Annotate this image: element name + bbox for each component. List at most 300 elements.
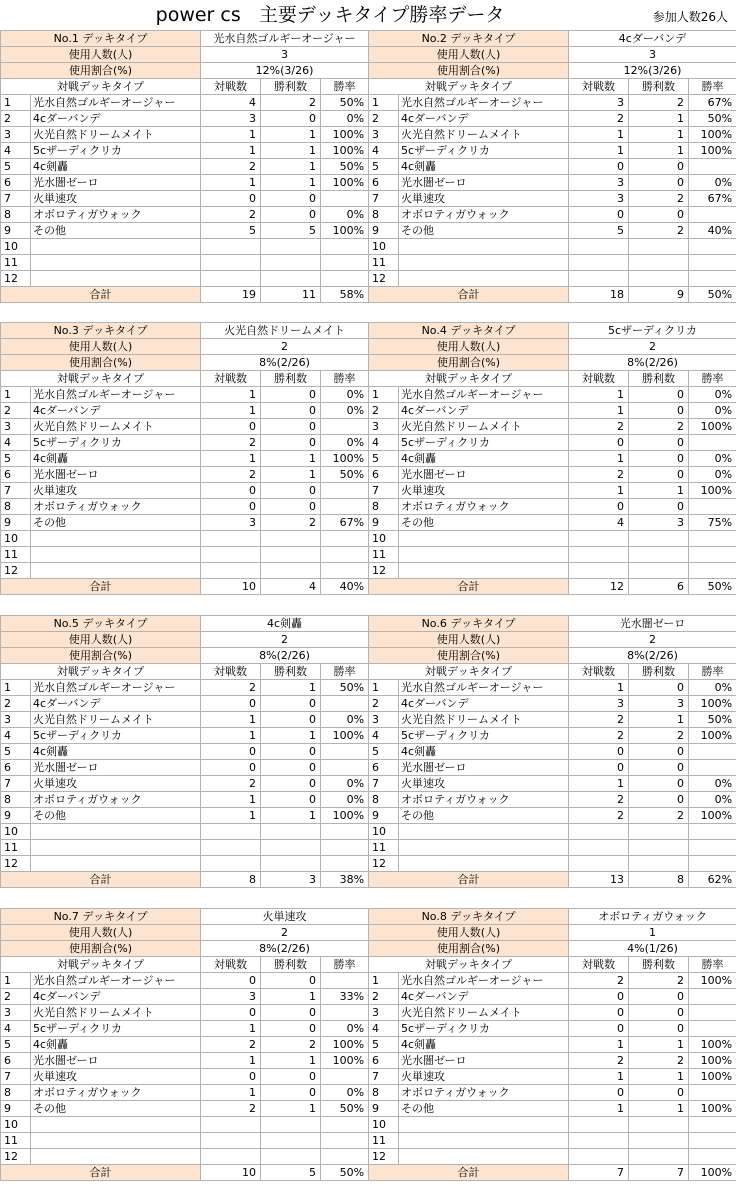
wins-value: 1 (629, 1037, 689, 1053)
matches-value: 0 (201, 499, 261, 515)
user-count-row (1, 925, 369, 941)
wins-value (629, 239, 689, 255)
table-row (1, 1069, 369, 1085)
usage-ratio-value: 8%(2/26) (201, 941, 369, 957)
header-rate: 勝率 (321, 79, 369, 95)
rate-value: 0% (321, 435, 369, 451)
header-matches: 対戦数 (569, 664, 629, 680)
row-number: 8 (369, 1085, 399, 1101)
table-row (1, 1005, 369, 1021)
opponent-deck: 4cダーバンデ (31, 111, 201, 127)
wins-value: 1 (261, 159, 321, 175)
row-number: 12 (1, 856, 31, 872)
header-rate: 勝率 (689, 371, 736, 387)
rate-value (321, 483, 369, 499)
usage-ratio-row (369, 648, 736, 664)
opponent-deck: 4cダーバンデ (399, 403, 569, 419)
opponent-deck: オボロティガウォック (31, 499, 201, 515)
matches-value (201, 255, 261, 271)
rate-value (321, 239, 369, 255)
row-number: 4 (369, 728, 399, 744)
opponent-deck (399, 840, 569, 856)
wins-value (261, 1117, 321, 1133)
rate-value (321, 419, 369, 435)
row-number: 7 (369, 483, 399, 499)
table-row (369, 451, 736, 467)
table-row (369, 1069, 736, 1085)
matches-value: 0 (201, 483, 261, 499)
row-number: 1 (369, 680, 399, 696)
rate-value (321, 856, 369, 872)
table-row (1, 111, 369, 127)
rate-value: 100% (689, 1037, 736, 1053)
matches-value: 1 (201, 403, 261, 419)
wins-value: 0 (629, 435, 689, 451)
total-wins: 5 (261, 1165, 321, 1181)
matches-value: 3 (201, 515, 261, 531)
row-number: 4 (1, 1021, 31, 1037)
usage-ratio-value: 8%(2/26) (569, 648, 736, 664)
rate-value: 0% (321, 776, 369, 792)
opponent-deck: 4cダーバンデ (399, 989, 569, 1005)
rate-value: 0% (321, 207, 369, 223)
row-number: 5 (1, 451, 31, 467)
header-wins: 勝利数 (629, 79, 689, 95)
rate-value: 100% (689, 419, 736, 435)
wins-value: 0 (629, 792, 689, 808)
wins-value (261, 563, 321, 579)
table-row (369, 1149, 736, 1165)
table-row (1, 451, 369, 467)
row-number: 6 (1, 467, 31, 483)
table-row (369, 1053, 736, 1069)
user-count-value: 1 (569, 925, 736, 941)
rate-value: 100% (689, 127, 736, 143)
rate-value: 0% (321, 1021, 369, 1037)
opponent-deck (399, 856, 569, 872)
usage-ratio-row (1, 63, 369, 79)
column-header-row (369, 371, 736, 387)
wins-value (261, 824, 321, 840)
header-matches: 対戦数 (201, 957, 261, 973)
deck-type-label: No.5 デッキタイプ (1, 616, 201, 632)
wins-value: 2 (629, 973, 689, 989)
total-wins: 11 (261, 287, 321, 303)
table-row (1, 515, 369, 531)
row-number: 2 (1, 111, 31, 127)
total-matches: 8 (201, 872, 261, 888)
row-number: 11 (369, 840, 399, 856)
opponent-deck: 4c剣轟 (399, 451, 569, 467)
wins-value: 0 (629, 760, 689, 776)
table-row (1, 744, 369, 760)
opponent-deck: 4c剣轟 (399, 1037, 569, 1053)
deck-type-row (369, 616, 736, 632)
usage-ratio-row (369, 355, 736, 371)
table-row (1, 1021, 369, 1037)
matches-value: 1 (201, 1085, 261, 1101)
header-wins: 勝利数 (261, 957, 321, 973)
row-number: 2 (1, 403, 31, 419)
rate-value (689, 239, 736, 255)
wins-value: 1 (261, 680, 321, 696)
row-number: 5 (369, 451, 399, 467)
header-rate: 勝率 (689, 957, 736, 973)
rate-value: 75% (689, 515, 736, 531)
rate-value: 100% (321, 175, 369, 191)
wins-value: 0 (261, 1085, 321, 1101)
deck-stats-table (368, 615, 736, 888)
wins-value: 2 (629, 95, 689, 111)
column-header-row (1, 957, 369, 973)
row-number: 6 (369, 467, 399, 483)
table-row (1, 712, 369, 728)
wins-value: 0 (629, 680, 689, 696)
matches-value: 0 (569, 1021, 629, 1037)
wins-value: 0 (261, 191, 321, 207)
user-count-label: 使用人数(人) (369, 47, 569, 63)
wins-value: 1 (261, 467, 321, 483)
wins-value: 0 (261, 435, 321, 451)
usage-ratio-row (369, 63, 736, 79)
wins-value: 0 (629, 451, 689, 467)
row-number: 4 (1, 728, 31, 744)
deck-type-row (1, 909, 369, 925)
table-row (1, 435, 369, 451)
table-row (369, 989, 736, 1005)
row-number: 8 (369, 499, 399, 515)
matches-value: 2 (569, 1053, 629, 1069)
row-number: 10 (369, 531, 399, 547)
matches-value: 1 (569, 1101, 629, 1117)
rate-value: 100% (689, 728, 736, 744)
matches-value (569, 239, 629, 255)
wins-value: 5 (261, 223, 321, 239)
table-row (369, 728, 736, 744)
participant-count: 参加人数26人 (652, 10, 728, 24)
wins-value (261, 255, 321, 271)
rate-value: 50% (321, 95, 369, 111)
row-number: 6 (1, 175, 31, 191)
opponent-deck (31, 840, 201, 856)
opponent-deck (399, 531, 569, 547)
wins-value (261, 1149, 321, 1165)
matches-value: 2 (201, 1101, 261, 1117)
user-count-label: 使用人数(人) (1, 47, 201, 63)
table-row (369, 824, 736, 840)
table-row (1, 563, 369, 579)
row-number: 7 (1, 483, 31, 499)
opponent-deck: その他 (399, 223, 569, 239)
deck-stats-table (0, 615, 369, 888)
usage-ratio-label: 使用割合(%) (369, 648, 569, 664)
row-number: 1 (369, 95, 399, 111)
rate-value (321, 1117, 369, 1133)
opponent-deck (31, 1117, 201, 1133)
rate-value (321, 824, 369, 840)
row-number: 8 (1, 792, 31, 808)
wins-value: 2 (629, 808, 689, 824)
table-row (369, 239, 736, 255)
table-row (1, 223, 369, 239)
opponent-deck: その他 (31, 223, 201, 239)
matches-value (569, 255, 629, 271)
matches-value: 0 (201, 760, 261, 776)
wins-value: 0 (261, 973, 321, 989)
deck-type-row (369, 31, 736, 47)
matches-value: 1 (569, 483, 629, 499)
total-rate: 58% (321, 287, 369, 303)
table-row (369, 840, 736, 856)
matches-value: 0 (569, 1085, 629, 1101)
rate-value (321, 547, 369, 563)
matches-value: 0 (569, 499, 629, 515)
matches-value (201, 824, 261, 840)
table-row (369, 1133, 736, 1149)
rate-value: 0% (689, 387, 736, 403)
table-row (369, 271, 736, 287)
table-row (369, 712, 736, 728)
row-number: 12 (369, 563, 399, 579)
matches-value: 1 (201, 792, 261, 808)
table-row (1, 467, 369, 483)
matches-value: 3 (201, 989, 261, 1005)
wins-value: 0 (261, 499, 321, 515)
matches-value: 0 (201, 1005, 261, 1021)
deck-table-4 (368, 322, 736, 595)
row-number: 3 (369, 1005, 399, 1021)
matches-value: 2 (201, 207, 261, 223)
row-number: 4 (1, 143, 31, 159)
row-number: 3 (1, 419, 31, 435)
header-opponent: 対戦デッキタイプ (1, 957, 201, 973)
row-number: 2 (369, 696, 399, 712)
wins-value: 1 (261, 451, 321, 467)
wins-value: 3 (629, 696, 689, 712)
total-wins: 7 (629, 1165, 689, 1181)
rate-value (321, 255, 369, 271)
table-row (369, 563, 736, 579)
row-number: 11 (369, 255, 399, 271)
matches-value: 0 (201, 696, 261, 712)
header-rate: 勝率 (321, 957, 369, 973)
row-number: 5 (369, 1037, 399, 1053)
usage-ratio-value: 12%(3/26) (569, 63, 736, 79)
row-number: 9 (1, 223, 31, 239)
wins-value: 0 (261, 207, 321, 223)
table-row (1, 271, 369, 287)
user-count-row (369, 47, 736, 63)
deck-type-value: 光水闇ゼーロ (569, 616, 736, 632)
matches-value (201, 856, 261, 872)
wins-value: 0 (629, 499, 689, 515)
table-row (1, 419, 369, 435)
opponent-deck: 4cダーバンデ (399, 111, 569, 127)
opponent-deck: 火光自然ドリームメイト (399, 712, 569, 728)
rate-value: 0% (321, 403, 369, 419)
matches-value: 1 (201, 1053, 261, 1069)
row-number: 3 (1, 1005, 31, 1021)
rate-value: 0% (321, 1085, 369, 1101)
opponent-deck (31, 856, 201, 872)
rate-value: 100% (689, 696, 736, 712)
wins-value: 1 (261, 989, 321, 1005)
matches-value (201, 563, 261, 579)
row-number: 9 (1, 515, 31, 531)
deck-stats-table (368, 30, 736, 303)
matches-value: 1 (201, 1021, 261, 1037)
opponent-deck: 4c剣轟 (399, 159, 569, 175)
wins-value: 1 (261, 808, 321, 824)
usage-ratio-value: 8%(2/26) (569, 355, 736, 371)
rate-value: 50% (689, 712, 736, 728)
matches-value (569, 840, 629, 856)
total-rate: 100% (689, 1165, 736, 1181)
table-row (1, 840, 369, 856)
rate-value (689, 1149, 736, 1165)
row-number: 9 (1, 1101, 31, 1117)
deck-type-value: オボロティガウォック (569, 909, 736, 925)
wins-value (629, 856, 689, 872)
row-number: 7 (1, 1069, 31, 1085)
rate-value: 100% (321, 808, 369, 824)
table-row (1, 973, 369, 989)
opponent-deck (31, 547, 201, 563)
row-number: 10 (369, 1117, 399, 1133)
row-number: 3 (369, 419, 399, 435)
total-label: 合計 (369, 872, 569, 888)
wins-value: 0 (629, 387, 689, 403)
total-wins: 9 (629, 287, 689, 303)
rate-value: 50% (321, 680, 369, 696)
matches-value: 1 (569, 451, 629, 467)
opponent-deck: 光水自然ゴルギーオージャー (399, 680, 569, 696)
user-count-value: 2 (201, 632, 369, 648)
rate-value (689, 856, 736, 872)
row-number: 11 (369, 1133, 399, 1149)
wins-value: 0 (261, 1005, 321, 1021)
row-number: 11 (1, 255, 31, 271)
row-number: 8 (369, 792, 399, 808)
opponent-deck: オボロティガウォック (31, 792, 201, 808)
rate-value: 0% (689, 776, 736, 792)
row-number: 1 (1, 95, 31, 111)
wins-value (629, 563, 689, 579)
wins-value: 3 (629, 515, 689, 531)
rate-value: 100% (321, 143, 369, 159)
total-row (1, 287, 369, 303)
total-wins: 6 (629, 579, 689, 595)
matches-value (201, 840, 261, 856)
opponent-deck: その他 (399, 515, 569, 531)
deck-type-row (1, 323, 369, 339)
user-count-label: 使用人数(人) (1, 632, 201, 648)
opponent-deck: 光水闇ゼーロ (399, 175, 569, 191)
header-rate: 勝率 (689, 79, 736, 95)
user-count-value: 2 (569, 632, 736, 648)
table-row (1, 760, 369, 776)
matches-value: 1 (201, 728, 261, 744)
table-row (1, 1037, 369, 1053)
header-opponent: 対戦デッキタイプ (1, 371, 201, 387)
deck-table-1 (0, 30, 369, 303)
table-row (369, 499, 736, 515)
deck-type-row (369, 323, 736, 339)
matches-value: 2 (201, 776, 261, 792)
usage-ratio-row (1, 941, 369, 957)
opponent-deck: 光水闇ゼーロ (399, 467, 569, 483)
rate-value (689, 255, 736, 271)
row-number: 12 (1, 271, 31, 287)
row-number: 4 (369, 143, 399, 159)
opponent-deck: その他 (399, 808, 569, 824)
usage-ratio-row (1, 648, 369, 664)
deck-stats-table (368, 322, 736, 595)
opponent-deck: 火単速攻 (399, 1069, 569, 1085)
row-number: 9 (369, 223, 399, 239)
opponent-deck: 光水闇ゼーロ (31, 175, 201, 191)
wins-value (629, 1117, 689, 1133)
opponent-deck: 火光自然ドリームメイト (399, 127, 569, 143)
wins-value: 0 (629, 1085, 689, 1101)
row-number: 9 (1, 808, 31, 824)
wins-value: 2 (629, 419, 689, 435)
rate-value (689, 207, 736, 223)
table-row (369, 680, 736, 696)
user-count-row (1, 339, 369, 355)
opponent-deck: 火光自然ドリームメイト (31, 127, 201, 143)
table-row (369, 808, 736, 824)
matches-value: 1 (569, 776, 629, 792)
header-matches: 対戦数 (569, 957, 629, 973)
table-row (369, 387, 736, 403)
opponent-deck: 4c剣轟 (31, 159, 201, 175)
row-number: 8 (369, 207, 399, 223)
matches-value: 1 (201, 175, 261, 191)
rate-value: 50% (689, 111, 736, 127)
usage-ratio-label: 使用割合(%) (1, 355, 201, 371)
opponent-deck: その他 (31, 1101, 201, 1117)
total-rate: 40% (321, 579, 369, 595)
usage-ratio-value: 12%(3/26) (201, 63, 369, 79)
sheet-title: power cs 主要デッキタイプ勝率データ (155, 4, 505, 26)
wins-value (629, 255, 689, 271)
row-number: 6 (369, 1053, 399, 1069)
deck-table-7 (0, 908, 369, 1181)
rate-value: 100% (689, 1069, 736, 1085)
total-rate: 38% (321, 872, 369, 888)
table-row (369, 95, 736, 111)
matches-value: 3 (569, 696, 629, 712)
total-row (369, 287, 736, 303)
row-number: 12 (1, 563, 31, 579)
header-wins: 勝利数 (629, 664, 689, 680)
opponent-deck (399, 824, 569, 840)
row-number: 1 (1, 973, 31, 989)
rate-value (321, 696, 369, 712)
matches-value: 0 (569, 989, 629, 1005)
total-row (1, 1165, 369, 1181)
wins-value: 2 (629, 728, 689, 744)
row-number: 6 (369, 760, 399, 776)
row-number: 7 (369, 776, 399, 792)
matches-value: 3 (569, 175, 629, 191)
opponent-deck: 火光自然ドリームメイト (31, 1005, 201, 1021)
row-number: 11 (1, 1133, 31, 1149)
opponent-deck: 5cザーディクリカ (399, 143, 569, 159)
row-number: 9 (369, 1101, 399, 1117)
opponent-deck: 5cザーディクリカ (399, 1021, 569, 1037)
